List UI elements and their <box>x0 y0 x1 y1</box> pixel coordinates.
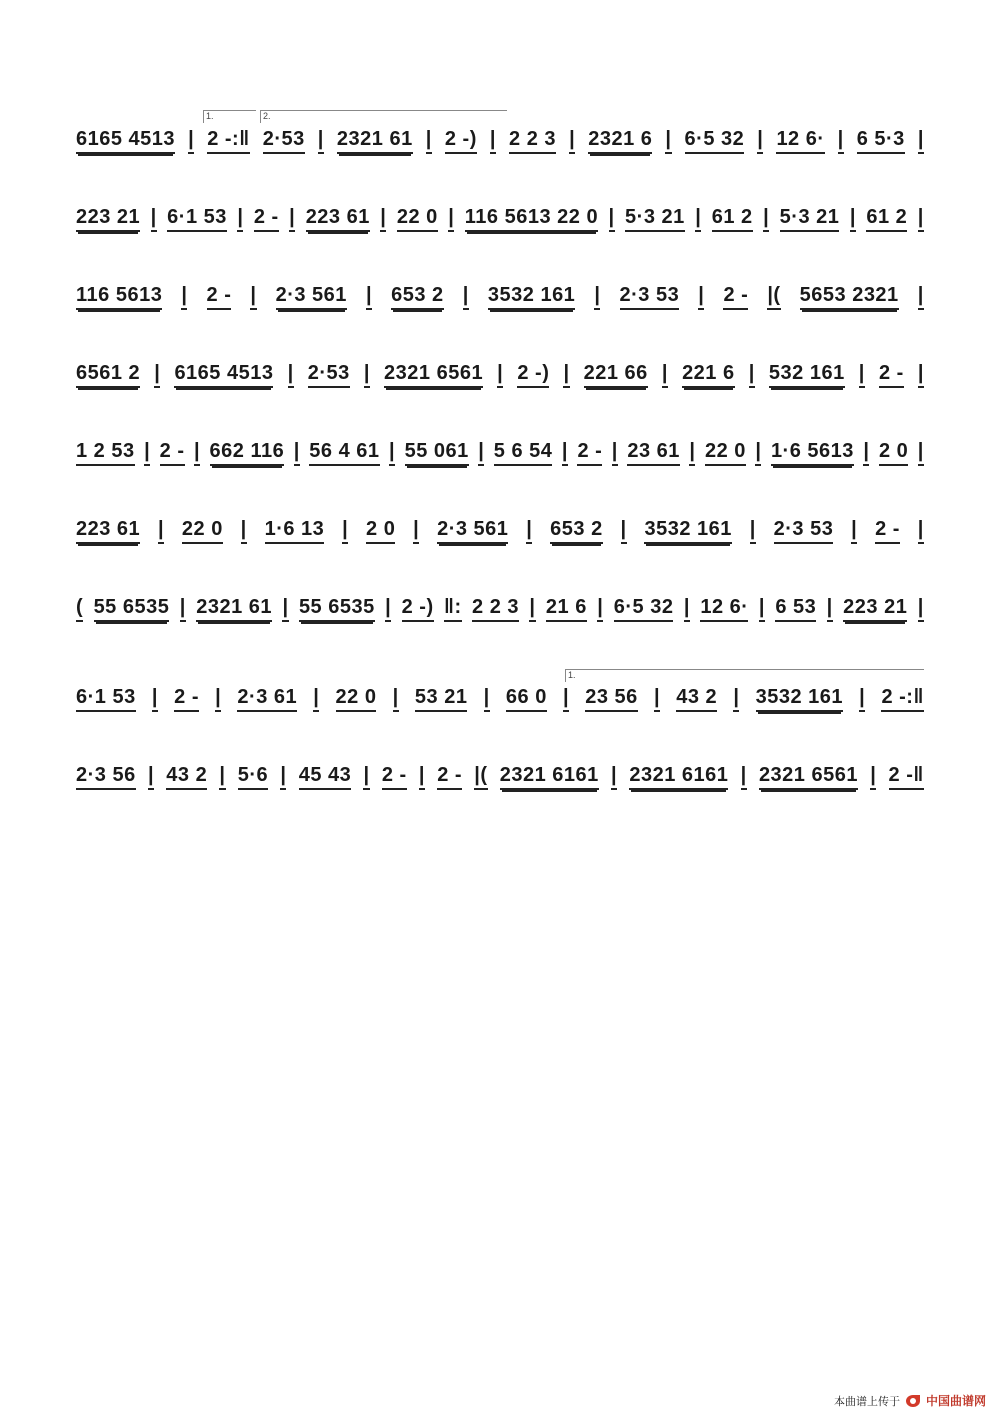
note-group: 1·6 13 <box>265 517 325 544</box>
upload-text: 本曲谱上传于 <box>833 1395 900 1408</box>
note-group: 2·3 561 <box>276 283 347 310</box>
note-group: 116 5613 22 0 <box>465 205 598 232</box>
note-group: | <box>594 283 600 310</box>
note-group: 2·3 61 <box>237 685 297 712</box>
note-group: 2 -‖ <box>889 763 924 790</box>
note-group: | <box>497 361 503 388</box>
note-group: | <box>313 685 319 712</box>
note-group: 2321 61 <box>337 127 413 154</box>
note-group: | <box>698 283 704 310</box>
note-group: 2·3 53 <box>620 283 680 310</box>
note-group: | <box>154 361 160 388</box>
note-group: | <box>380 205 386 232</box>
note-group: | <box>188 127 194 154</box>
note-group: | <box>662 361 668 388</box>
note-group: | <box>654 685 660 712</box>
note-group: 43 2 <box>676 685 717 712</box>
note-group: | <box>385 595 391 622</box>
note-group: 223 21 <box>843 595 907 622</box>
note-group: 6·1 53 <box>167 205 227 232</box>
note-group: 2·3 56 <box>76 763 136 790</box>
note-group: 3532 161 <box>756 685 843 712</box>
note-group: 66 0 <box>506 685 547 712</box>
note-group: | <box>144 439 150 466</box>
note-group: 223 61 <box>306 205 370 232</box>
note-group: 22 0 <box>705 439 746 466</box>
note-group: 45 43 <box>299 763 352 790</box>
note-group: | <box>426 127 432 154</box>
note-group: 2 -) <box>445 127 477 154</box>
note-group: 2·53 <box>263 127 305 154</box>
note-group: | <box>569 127 575 154</box>
note-group: | <box>526 517 532 544</box>
note-group: 23 61 <box>627 439 680 466</box>
note-group: | <box>363 763 369 790</box>
note-group: 5·3 21 <box>625 205 685 232</box>
note-group: | <box>419 763 425 790</box>
note-group: 2 - <box>382 763 407 790</box>
note-group: 2·53 <box>308 361 350 388</box>
note-group: | <box>413 517 419 544</box>
score-line <box>76 510 924 550</box>
note-group: 2321 61 <box>196 595 272 622</box>
note-group: 2321 6561 <box>759 763 858 790</box>
score-line <box>76 354 924 394</box>
note-group: | <box>463 283 469 310</box>
note-group: 2321 6161 <box>500 763 599 790</box>
note-group: | <box>763 205 769 232</box>
note-group: 223 61 <box>76 517 140 544</box>
note-group: |( <box>474 763 487 790</box>
note-group: | <box>612 439 618 466</box>
note-group: 662 116 <box>210 439 285 466</box>
note-group: 2 -) <box>517 361 549 388</box>
note-group: | <box>827 595 833 622</box>
note-group: 2 -:‖ <box>881 685 923 712</box>
note-group: 2 0 <box>366 517 395 544</box>
note-group: | <box>152 685 158 712</box>
note-group: 2 -) <box>402 595 434 622</box>
site-name[interactable]: 中国曲谱网 <box>925 1394 986 1408</box>
note-group: | <box>364 361 370 388</box>
note-group: ‖: <box>444 595 462 622</box>
note-group: | <box>918 205 924 232</box>
note-group: 6·5 32 <box>614 595 674 622</box>
note-group: 223 21 <box>76 205 140 232</box>
note-group: 2 - <box>723 283 748 310</box>
note-group: | <box>863 439 869 466</box>
note-group: 55 6535 <box>94 595 170 622</box>
note-group: | <box>280 763 286 790</box>
note-group: 6·5 32 <box>685 127 745 154</box>
score-line <box>76 198 924 238</box>
footer-credit <box>834 1392 986 1409</box>
note-group: 2 2 3 <box>509 127 556 154</box>
note-group: | <box>215 685 221 712</box>
note-group: | <box>448 205 454 232</box>
note-group: | <box>684 595 690 622</box>
note-group: | <box>609 205 615 232</box>
note-group: | <box>342 517 348 544</box>
note-group: | <box>750 517 756 544</box>
score-line <box>76 678 924 718</box>
note-group: 21 6 <box>546 595 587 622</box>
note-group: | <box>918 127 924 154</box>
note-group: 2 2 3 <box>472 595 519 622</box>
note-group: | <box>611 763 617 790</box>
note-group: 653 2 <box>550 517 603 544</box>
note-group: | <box>755 439 761 466</box>
note-group: | <box>389 439 395 466</box>
note-group: 53 21 <box>415 685 468 712</box>
note-group: 6561 2 <box>76 361 140 388</box>
note-group: 2·3 53 <box>774 517 834 544</box>
score-line <box>76 588 924 628</box>
note-group: 532 161 <box>769 361 845 388</box>
note-group: | <box>288 361 294 388</box>
note-group: | <box>689 439 695 466</box>
note-group: ( <box>76 595 83 622</box>
note-group: 22 0 <box>336 685 377 712</box>
note-group: 22 0 <box>182 517 223 544</box>
note-group: | <box>851 517 857 544</box>
score-line <box>76 120 924 160</box>
note-group: 56 4 61 <box>309 439 379 466</box>
note-group: 12 6· <box>776 127 824 154</box>
note-group: 5 6 54 <box>494 439 553 466</box>
note-group: 22 0 <box>397 205 438 232</box>
note-group: 2321 6 <box>588 127 652 154</box>
note-group: 1·6 5613 <box>771 439 854 466</box>
note-group: | <box>563 685 569 712</box>
note-group: 116 5613 <box>76 283 162 310</box>
note-group: | <box>597 595 603 622</box>
note-group: 2 -:‖ <box>207 127 249 154</box>
note-group: | <box>621 517 627 544</box>
note-group: 221 66 <box>584 361 648 388</box>
note-group: 5·3 21 <box>780 205 840 232</box>
note-group: | <box>563 361 569 388</box>
score-line <box>76 756 924 796</box>
note-group: | <box>918 517 924 544</box>
note-group: 2321 6561 <box>384 361 483 388</box>
note-group: 2 - <box>577 439 602 466</box>
note-group: 2 - <box>254 205 279 232</box>
score-line <box>76 276 924 316</box>
note-group: | <box>490 127 496 154</box>
note-group: | <box>318 127 324 154</box>
note-group: | <box>366 283 372 310</box>
volta-bracket-second-ending: 2. <box>260 110 507 123</box>
note-group: 6165 4513 <box>76 127 175 154</box>
note-group: |( <box>767 283 780 310</box>
note-group: | <box>250 283 256 310</box>
note-group: | <box>859 685 865 712</box>
note-group: | <box>759 595 765 622</box>
note-group: 6165 4513 <box>174 361 273 388</box>
note-group: | <box>870 763 876 790</box>
note-group: | <box>665 127 671 154</box>
site-logo-icon <box>906 1395 920 1407</box>
note-group: 2 - <box>437 763 462 790</box>
note-group: 1 2 53 <box>76 439 135 466</box>
note-group: 2 - <box>160 439 185 466</box>
note-group: 221 6 <box>682 361 735 388</box>
note-group: 43 2 <box>166 763 207 790</box>
note-group: 3532 161 <box>644 517 731 544</box>
note-group: | <box>695 205 701 232</box>
note-group: | <box>749 361 755 388</box>
note-group: | <box>918 439 924 466</box>
note-group: 2·3 561 <box>437 517 508 544</box>
note-group: 6·1 53 <box>76 685 136 712</box>
note-group: 2 - <box>207 283 232 310</box>
note-group: | <box>294 439 300 466</box>
note-group: 61 2 <box>866 205 907 232</box>
note-group: 6 53 <box>775 595 816 622</box>
note-group: | <box>918 595 924 622</box>
score-line <box>76 432 924 472</box>
note-group: | <box>289 205 295 232</box>
note-group: 2 0 <box>879 439 908 466</box>
note-group: | <box>918 361 924 388</box>
note-group: 5653 2321 <box>800 283 899 310</box>
note-group: | <box>562 439 568 466</box>
volta-bracket-first-ending-2: 1. <box>565 669 924 682</box>
note-group: 12 6· <box>700 595 748 622</box>
note-group: | <box>838 127 844 154</box>
note-group: 2 - <box>879 361 904 388</box>
note-group: | <box>241 517 247 544</box>
note-group: | <box>741 763 747 790</box>
note-group: | <box>484 685 490 712</box>
note-group: | <box>393 685 399 712</box>
note-group: | <box>850 205 856 232</box>
note-group: 5·6 <box>238 763 268 790</box>
note-group: 55 061 <box>405 439 469 466</box>
note-group: 653 2 <box>391 283 444 310</box>
note-group: | <box>529 595 535 622</box>
note-group: 2 - <box>174 685 199 712</box>
note-group: | <box>181 283 187 310</box>
note-group: | <box>859 361 865 388</box>
note-group: 23 56 <box>585 685 638 712</box>
note-group: | <box>478 439 484 466</box>
note-group: 55 6535 <box>299 595 375 622</box>
note-group: 2321 6161 <box>629 763 728 790</box>
note-group: | <box>148 763 154 790</box>
note-group: 61 2 <box>712 205 753 232</box>
note-group: | <box>219 763 225 790</box>
note-group: | <box>918 283 924 310</box>
note-group: | <box>151 205 157 232</box>
note-group: | <box>237 205 243 232</box>
note-group: | <box>733 685 739 712</box>
note-group: 3532 161 <box>488 283 575 310</box>
note-group: 2 - <box>875 517 900 544</box>
note-group: | <box>194 439 200 466</box>
note-group: | <box>180 595 186 622</box>
note-group: | <box>282 595 288 622</box>
note-group: | <box>757 127 763 154</box>
volta-bracket-first-ending: 1. <box>203 110 256 123</box>
note-group: | <box>158 517 164 544</box>
note-group: 6 5·3 <box>857 127 905 154</box>
